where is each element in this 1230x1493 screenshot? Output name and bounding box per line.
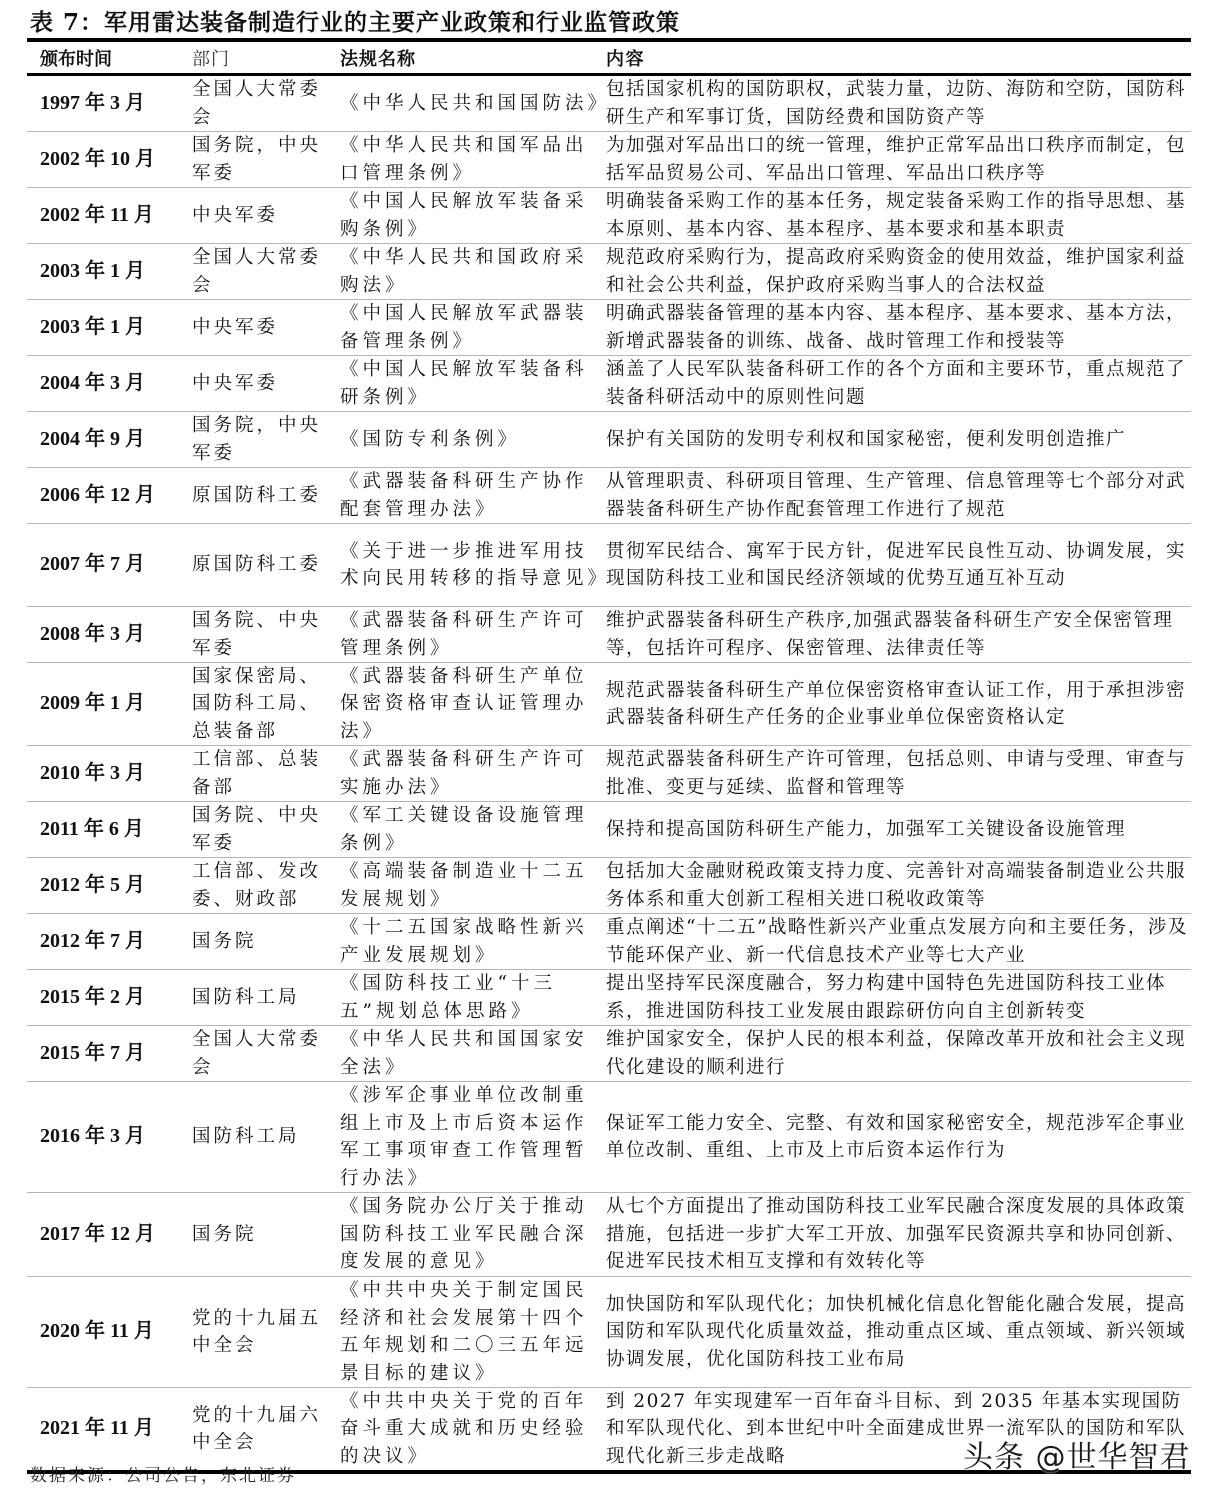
department-cell-text: 中央军委 (192, 316, 279, 338)
header-date: 颁布时间 (40, 48, 112, 70)
regulation-cell-text: 《中共中央关于党的百年奋斗重大成就和历史经验的决议》 (340, 1390, 588, 1467)
date-cell (27, 412, 192, 467)
department-cell (192, 858, 340, 913)
department-cell-text: 国家保密局、国防科工局、总装备部 (192, 665, 322, 742)
date-cell (27, 802, 192, 857)
regulation-cell-text: 《关于进一步推进军用技术向民用转移的指导意见》 (340, 540, 611, 589)
regulation-cell-text: 《国务院办公厅关于推动国防科技工业军民融合深度发展的意见》 (340, 1196, 588, 1273)
department-cell-text: 国务院、中央军委 (192, 805, 322, 854)
content-cell-text: 从管理职责、科研项目管理、生产管理、信息管理等七个部分对武器装备科研生产协作配套管理工作进行了规范 (606, 471, 1187, 520)
department-cell (192, 468, 340, 523)
table-row (27, 746, 1191, 802)
department-cell-text: 国务院，中央军委 (192, 135, 322, 184)
regulation-cell (340, 468, 606, 523)
department-cell-text: 全国人大常委会 (192, 1029, 322, 1078)
department-cell (192, 300, 340, 355)
date-cell (27, 524, 192, 606)
regulation-cell-text: 《中国人民解放军装备科研条例》 (340, 359, 588, 408)
department-cell-text: 工信部、发改委、财政部 (192, 861, 322, 910)
date-cell-text: 2011 年 6 月 (40, 817, 144, 840)
department-cell (192, 1026, 340, 1081)
table-row (27, 1082, 1191, 1193)
content-cell-text: 从七个方面提出了推动国防科技工业军民融合深度发展的具体政策措施，包括进一步扩大军工开放、加强军民资源共享和协同创新、促进军民技术相互支撑和有效转化等 (606, 1196, 1187, 1273)
department-cell-text: 原国防科工委 (192, 484, 322, 506)
regulation-cell (340, 188, 606, 243)
content-cell-text: 明确装备采购工作的基本任务，规定装备采购工作的指导思想、基本原则、基本内容、基本程序、基本要求和基本职责 (606, 191, 1187, 240)
content-cell (606, 1082, 1191, 1192)
date-cell-text: 2003 年 1 月 (40, 315, 145, 338)
table-row (27, 914, 1191, 970)
department-cell (192, 1193, 340, 1276)
content-cell (606, 412, 1191, 467)
regulation-cell-text: 《中华人民共和国政府采购法》 (340, 247, 588, 296)
regulation-cell-text: 《中国人民解放军装备采购条例》 (340, 191, 588, 240)
regulation-cell-text: 《涉军企事业单位改制重组上市及上市后资本运作军工事项审查工作管理暂行办法》 (340, 1085, 588, 1189)
regulation-cell-text: 《中华人民共和国国家安全法》 (340, 1029, 588, 1078)
table-title: 表 7：军用雷达装备制造行业的主要产业政策和行业监管政策 (30, 9, 681, 36)
content-cell-text: 保持和提高国防科研生产能力，加强军工关键设备设施管理 (606, 818, 1127, 840)
content-cell (606, 914, 1191, 969)
date-cell-text: 2015 年 2 月 (40, 985, 145, 1008)
content-cell-text: 包括国家机构的国防职权，武装力量，边防、海防和空防，国防科研生产和军事订货，国防经费和国防资产等 (606, 79, 1187, 128)
date-cell (27, 468, 192, 523)
department-cell-text: 工信部、总装备部 (192, 749, 322, 798)
regulation-cell-text: 《中华人民共和国军品出口管理条例》 (340, 135, 588, 184)
content-cell-text: 维护国家安全，保护人民的根本利益，保障改革开放和社会主义现代化建设的顺利进行 (606, 1029, 1187, 1078)
regulation-cell-text: 《武器装备科研生产许可实施办法》 (340, 749, 588, 798)
date-cell-text: 2008 年 3 月 (40, 622, 145, 645)
date-cell-text: 2004 年 9 月 (40, 427, 145, 450)
department-cell-text: 全国人大常委会 (192, 247, 322, 296)
regulation-cell (340, 76, 611, 131)
policy-table (27, 38, 1191, 1474)
department-cell-text: 国务院，中央军委 (192, 415, 322, 464)
date-cell-text: 2020 年 11 月 (40, 1320, 154, 1343)
department-cell-text: 国防科工局 (192, 1126, 300, 1148)
regulation-cell (340, 132, 606, 187)
department-cell-text: 党的十九届五中全会 (192, 1307, 322, 1356)
date-cell-text: 2016 年 3 月 (40, 1125, 145, 1148)
department-cell (192, 970, 340, 1025)
content-cell-text: 提出坚持军民深度融合，努力构建中国特色先进国防科技工业体系，推进国防科技工业发展由跟踪研仿向自主创新转变 (606, 973, 1167, 1022)
regulation-cell (340, 1082, 606, 1192)
watermark: 头条 @世华智君 (963, 1440, 1191, 1475)
content-cell (606, 858, 1191, 913)
regulation-cell (340, 914, 606, 969)
content-cell (606, 524, 1191, 606)
table-row (27, 1277, 1191, 1388)
content-cell (606, 746, 1191, 801)
content-cell-text: 保护有关国防的发明专利权和国家秘密，便利发明创造推广 (606, 428, 1127, 450)
table-row (27, 412, 1191, 468)
table-row (27, 858, 1191, 914)
table-header-row (27, 42, 1191, 76)
table-row (27, 468, 1191, 524)
date-cell-text: 2009 年 1 月 (40, 692, 145, 715)
header-regulation: 法规名称 (340, 48, 416, 70)
department-cell-text: 国务院 (192, 1223, 257, 1245)
regulation-cell-text: 《国防专利条例》 (340, 428, 521, 450)
date-cell (27, 858, 192, 913)
table-row (27, 663, 1191, 746)
date-cell-text: 2017 年 12 月 (40, 1222, 155, 1245)
date-cell-text: 2021 年 11 月 (40, 1417, 154, 1440)
content-cell-text: 规范武器装备科研生产许可管理，包括总则、申请与受理、审查与批准、变更与延续、监督和管理等 (606, 749, 1187, 798)
content-cell (606, 970, 1191, 1025)
date-cell (27, 1277, 192, 1387)
department-cell (192, 132, 340, 187)
content-cell-text: 贯彻军民结合、寓军于民方针，促进军民良性互动、协调发展，实现国防科技工业和国民经济领域的优势互通互补互动 (606, 540, 1187, 589)
department-cell (192, 914, 340, 969)
department-cell-text: 国务院 (192, 930, 257, 952)
content-cell (606, 1026, 1191, 1081)
date-cell-text: 2006 年 12 月 (40, 483, 155, 506)
content-cell (606, 300, 1191, 355)
department-cell (192, 188, 340, 243)
date-cell (27, 1193, 192, 1276)
department-cell-text: 中央军委 (192, 372, 279, 394)
table-row (27, 188, 1191, 244)
content-cell-text: 规范政府采购行为，提高政府采购资金的使用效益，维护国家利益和社会公共利益，保护政府采购当事人的合法权益 (606, 247, 1187, 296)
table-row (27, 802, 1191, 858)
date-cell-text: 2012 年 5 月 (40, 873, 145, 896)
content-cell-text: 为加强对军品出口的统一管理，维护正常军品出口秩序而制定，包括军品贸易公司、军品出口管理、军品出口秩序等 (606, 135, 1187, 184)
content-cell (606, 356, 1191, 411)
regulation-cell (340, 1388, 606, 1470)
department-cell-text: 国务院、中央军委 (192, 610, 322, 659)
date-cell (27, 1026, 192, 1081)
regulation-cell (340, 1277, 606, 1387)
content-cell-text: 重点阐述“十二五”战略性新兴产业重点发展方向和主要任务，涉及节能环保产业、新一代信息技术产业等七大产业 (606, 917, 1188, 966)
content-cell-text: 加快国防和军队现代化；加快机械化信息化智能化融合发展，提高国防和军队现代化质量效益，推动重点区域、重点领域、新兴领域协调发展，优化国防科技工业布局 (606, 1293, 1187, 1370)
department-cell-text: 国防科工局 (192, 986, 300, 1008)
data-source-note: 数据来源：公司公告，东北证券 (30, 1466, 296, 1486)
date-cell (27, 76, 192, 131)
department-cell-text: 党的十九届六中全会 (192, 1404, 322, 1453)
department-cell (192, 356, 340, 411)
department-cell (192, 1388, 340, 1470)
content-cell (606, 132, 1191, 187)
regulation-cell (340, 1193, 606, 1276)
header-content: 内容 (606, 48, 645, 70)
regulation-cell (340, 356, 606, 411)
regulation-cell (340, 802, 606, 857)
regulation-cell-text: 《高端装备制造业十二五发展规划》 (340, 861, 588, 910)
regulation-cell-text: 《中国人民解放军武器装备管理条例》 (340, 303, 588, 352)
regulation-cell-text: 《十二五国家战略性新兴产业发展规划》 (340, 917, 588, 966)
regulation-cell (340, 970, 606, 1025)
department-cell (192, 663, 340, 745)
table-row (27, 970, 1191, 1026)
department-cell (192, 1082, 340, 1192)
regulation-cell-text: 《中华人民共和国国防法》 (340, 92, 611, 114)
regulation-cell-text: 《国防科技工业“十三五”规划总体思路》 (340, 973, 556, 1022)
content-cell (606, 1193, 1191, 1276)
table-body (27, 76, 1191, 1474)
department-cell (192, 244, 340, 299)
regulation-cell-text: 《武器装备科研生产协作配套管理办法》 (340, 471, 588, 520)
content-cell (606, 244, 1191, 299)
header-department: 部门 (192, 48, 230, 70)
regulation-cell (340, 300, 606, 355)
date-cell (27, 663, 192, 745)
date-cell (27, 607, 192, 662)
date-cell (27, 970, 192, 1025)
content-cell (606, 663, 1191, 745)
date-cell-text: 2003 年 1 月 (40, 259, 145, 282)
table-row (27, 356, 1191, 412)
date-cell-text: 2015 年 7 月 (40, 1041, 145, 1064)
date-cell (27, 132, 192, 187)
date-cell-text: 2002 年 11 月 (40, 203, 154, 226)
content-cell (606, 802, 1191, 857)
department-cell-text: 原国防科工委 (192, 554, 322, 576)
content-cell-text: 包括加大金融财税政策支持力度、完善针对高端装备制造业公共服务体系和重大创新工程相关进口税收政策等 (606, 861, 1187, 910)
date-cell (27, 746, 192, 801)
regulation-cell-text: 《武器装备科研生产单位保密资格审查认证管理办法》 (340, 665, 588, 742)
regulation-cell (340, 524, 611, 606)
content-cell (606, 76, 1191, 131)
content-cell-text: 涵盖了人民军队装备科研工作的各个方面和主要环节，重点规范了装备科研活动中的原则性问题 (606, 359, 1187, 408)
content-cell (606, 188, 1191, 243)
content-cell (606, 468, 1191, 523)
content-cell-text: 维护武器装备科研生产秩序,加强武器装备科研生产安全保密管理等，包括许可程序、保密管理、法律责任等 (606, 610, 1174, 659)
table-row (27, 1026, 1191, 1082)
regulation-cell-text: 《中共中央关于制定国民经济和社会发展第十四个五年规划和二〇三五年远景目标的建议》 (340, 1280, 588, 1384)
regulation-cell (340, 663, 606, 745)
date-cell (27, 188, 192, 243)
regulation-cell-text: 《军工关键设备设施管理条例》 (340, 805, 588, 854)
department-cell-text: 全国人大常委会 (192, 79, 322, 128)
table-row (27, 524, 1191, 607)
date-cell (27, 1082, 192, 1192)
content-cell-text: 保证军工能力安全、完整、有效和国家秘密安全，规范涉军企事业单位改制、重组、上市及上市后资本运作行为 (606, 1112, 1187, 1161)
content-cell-text: 规范武器装备科研生产单位保密资格审查认证工作，用于承担涉密武器装备科研生产任务的企业事业单位保密资格认定 (606, 679, 1187, 728)
department-cell (192, 1277, 340, 1387)
date-cell-text: 2012 年 7 月 (40, 929, 145, 952)
date-cell (27, 244, 192, 299)
date-cell-text: 1997 年 3 月 (40, 91, 145, 114)
regulation-cell (340, 858, 606, 913)
department-cell (192, 802, 340, 857)
regulation-cell (340, 607, 606, 662)
date-cell (27, 356, 192, 411)
table-row (27, 607, 1191, 663)
date-cell (27, 1388, 192, 1470)
department-cell (192, 524, 340, 606)
date-cell-text: 2004 年 3 月 (40, 371, 145, 394)
table-row (27, 244, 1191, 300)
department-cell-text: 中央军委 (192, 204, 279, 226)
content-cell-text: 到 2027 年实现建军一百年奋斗目标、到 2035 年基本实现国防和军队现代化、到本世纪中叶全面建成世界一流军队的国防和军队现代化新三步走战略 (606, 1390, 1187, 1467)
department-cell (192, 607, 340, 662)
content-cell-text: 明确武器装备管理的基本内容、基本程序、基本要求、基本方法，新增武器装备的训练、战备、战时管理工作和授装等 (606, 303, 1187, 352)
regulation-cell (340, 244, 606, 299)
department-cell (192, 412, 340, 467)
table-row (27, 1193, 1191, 1277)
table-row (27, 300, 1191, 356)
date-cell (27, 300, 192, 355)
table-row (27, 76, 1191, 132)
regulation-cell (340, 412, 606, 467)
department-cell (192, 76, 340, 131)
date-cell-text: 2007 年 7 月 (40, 553, 145, 576)
regulation-cell (340, 1026, 606, 1081)
regulation-cell-text: 《武器装备科研生产许可管理条例》 (340, 610, 588, 659)
content-cell (606, 1277, 1191, 1387)
date-cell-text: 2002 年 10 月 (40, 147, 155, 170)
table-row (27, 132, 1191, 188)
regulation-cell (340, 746, 606, 801)
date-cell (27, 914, 192, 969)
date-cell-text: 2010 年 3 月 (40, 761, 145, 784)
content-cell (606, 607, 1191, 662)
department-cell (192, 746, 340, 801)
